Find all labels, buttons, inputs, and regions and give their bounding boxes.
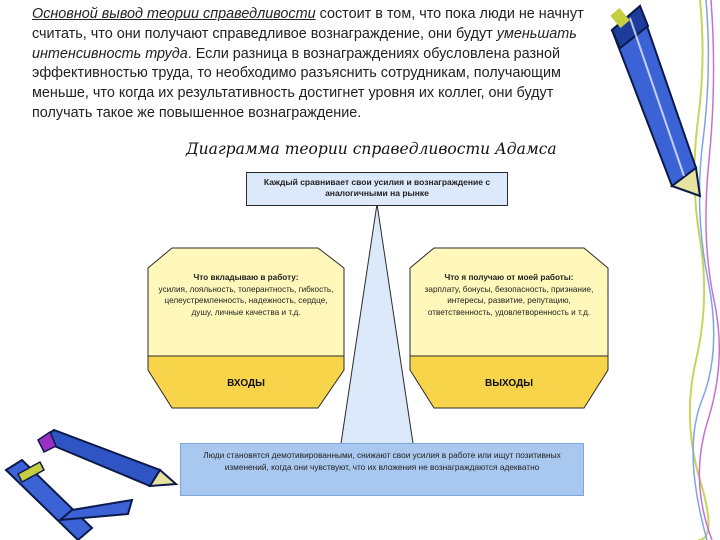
scale-diagram (148, 204, 608, 450)
inputs-body: усилия, лояльность, толерантность, гибкость, целеустремленность, надежность, сердце, душу, личные качества и т.д. (158, 284, 334, 317)
inputs-heading: Что вкладываю в работу: (193, 273, 299, 282)
outputs-heading: Что я получаю от моей работы: (444, 273, 574, 282)
inputs-description (156, 272, 336, 318)
crossed-pens-icon (6, 430, 176, 540)
comparison-box: Каждый сравнивает свои усилия и вознаграждение с аналогичными на рынке (246, 172, 508, 206)
diagram-title: Диаграмма теории справедливости Адамса (186, 140, 557, 158)
outputs-body: зарплату, бонусы, безопасность, признание, интересы, развитие, репутацию, ответственность, удовлетворенность и т.д. (424, 284, 594, 317)
outputs-description (418, 272, 600, 318)
intro-text-2: . Если разница в вознаграждениях обусловлена разной эффективностью труда, то необходимо разъяснить сотрудникам, получающим меньше, что когда их результативность достигнет уровня их коллег, они будут получать такое же повышенное вознаграждение. (32, 45, 561, 121)
outputs-label: ВЫХОДЫ (485, 378, 533, 389)
intro-key-term: Основной вывод теории справедливости (32, 6, 316, 22)
inputs-label: ВХОДЫ (227, 378, 265, 389)
demotivation-box: Люди становятся демотивированными, снижают свои усилия в работе или ищут позитивных изменений, когда они чувствуют, что их вложения не вознаграждаются адекватно (180, 443, 584, 496)
pen-icon (610, 6, 700, 196)
intro-paragraph (32, 5, 612, 124)
intro-text-1: состоит в том, что пока люди не начнут считать, что они получают справедливое вознаграждение, они будут (32, 6, 584, 42)
intro-emphasis: уменьшать интенсивность труда (32, 25, 577, 62)
